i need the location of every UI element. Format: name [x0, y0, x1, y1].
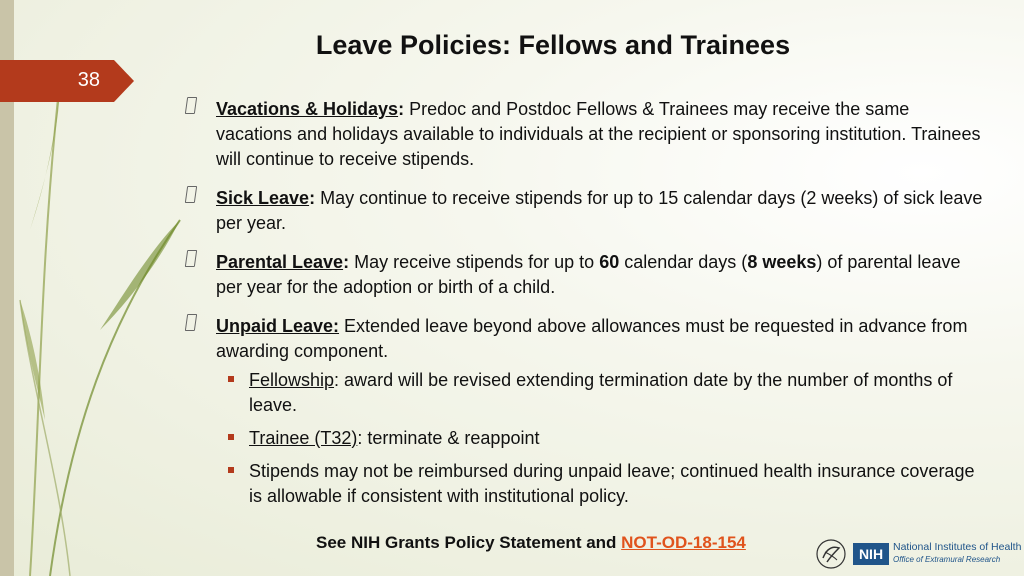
- policy-link[interactable]: NOT-OD-18-154: [621, 533, 746, 552]
- bullet-text: May continue to receive stipends for up to 15 calendar days (2 weeks) of sick leave per year.: [216, 188, 983, 233]
- bullet-heading: Parental Leave: [216, 252, 344, 272]
- nih-name: National Institutes of Health: [893, 541, 1022, 553]
- nih-abbr: NIH: [853, 543, 889, 565]
- square-bullet-icon: [228, 376, 234, 382]
- bullet-parental-leave: Parental Leave: May receive stipends for up to 60 calendar days (8 weeks) of parental leave per year for the adoption or birth of a child.: [186, 250, 986, 300]
- bullet-marker-icon: [185, 314, 197, 331]
- sub-bullet-stipends: Stipends may not be reimbursed during unpaid leave; continued health insurance coverage is allowable if consistent with institutional policy.: [186, 459, 986, 509]
- slide-title: Leave Policies: Fellows and Trainees: [315, 30, 791, 60]
- bullet-text: Extended leave beyond above allowances must be requested in advance from awarding component.: [216, 316, 968, 361]
- slide-content: [186, 97, 986, 517]
- bullet-marker-icon: [185, 186, 197, 203]
- slide-number: 38: [77, 69, 100, 91]
- square-bullet-icon: [228, 434, 234, 440]
- bullet-heading: Unpaid Leave:: [216, 316, 340, 336]
- bullet-sick-leave: Sick Leave: May continue to receive stipends for up to 15 calendar days (2 weeks) of sick leave per year.: [186, 186, 986, 236]
- nih-office: Office of Extramural Research: [893, 555, 1001, 564]
- slide-number-badge: [0, 60, 134, 102]
- nih-logo: [815, 536, 1022, 572]
- sub-bullet-trainee: Trainee (T32): terminate & reappoint: [186, 426, 986, 451]
- square-bullet-icon: [228, 467, 234, 473]
- bullet-marker-icon: [185, 97, 197, 114]
- footer-note: See NIH Grants Policy Statement and NOT-OD-18-154: [316, 533, 746, 552]
- sub-bullet-fellowship: Fellowship: award will be revised extending termination date by the number of months of leave.: [186, 368, 986, 418]
- hhs-seal-icon: [815, 538, 847, 570]
- sub-bullet-link: Trainee (T32): [249, 428, 358, 448]
- bullet-marker-icon: [185, 250, 197, 267]
- bullet-vacations: Vacations & Holidays: Predoc and Postdoc Fellows & Trainees may receive the same vacations and holidays available to individuals at the recipient or sponsoring institution. Trainees will continue to receive stipends.: [186, 97, 986, 172]
- bullet-unpaid-leave: [186, 314, 986, 364]
- bullet-heading: Sick Leave: [216, 188, 310, 208]
- sub-bullet-link: Fellowship: [249, 370, 335, 390]
- bullet-text: Predoc and Postdoc Fellows & Trainees may receive the same vacations and holidays available to individuals at the recipient or sponsoring institution. Trainees will continue to receive stipends.: [216, 99, 981, 169]
- bullet-heading: Vacations & Holidays: [216, 99, 399, 119]
